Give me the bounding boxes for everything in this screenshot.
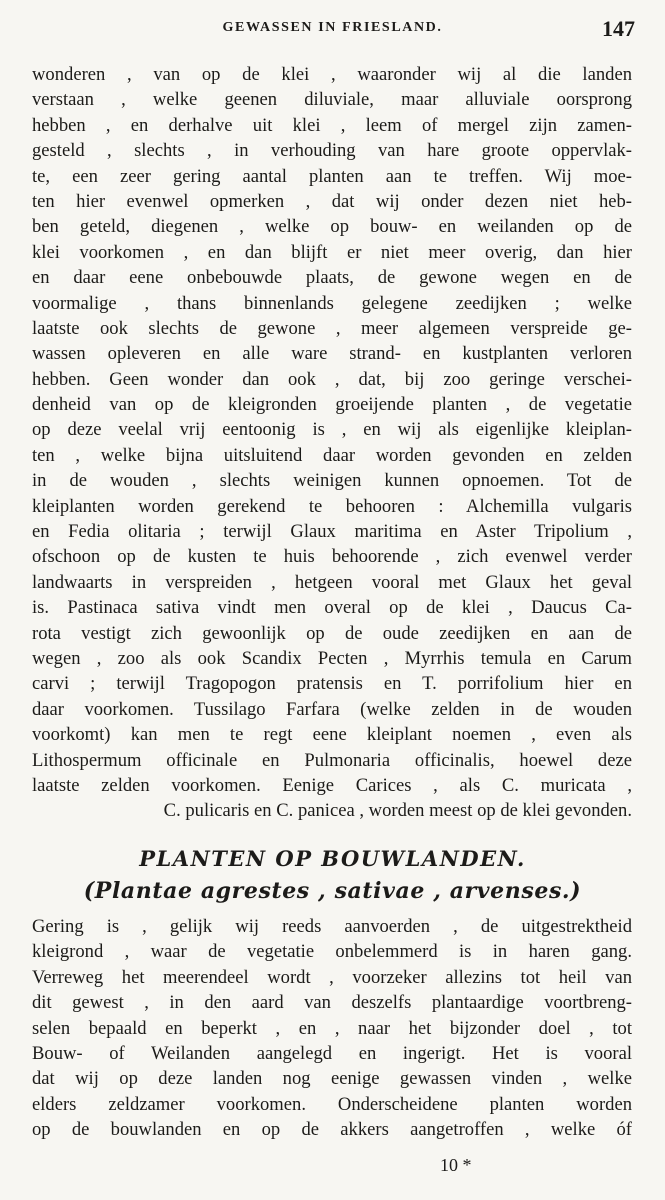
text-line: op deze veelal vrij eentoonig is , en wij als eigenlijke kleiplan- — [32, 419, 632, 441]
text-line: voormalige , thans binnenlands gelegene zeedijken ; welke — [32, 292, 632, 314]
text-line: wassen opleveren en alle ware strand- en kustplanten verloren — [32, 343, 632, 365]
text-line: landwaarts in verspreiden , hetgeen vooral met Glaux het geval — [32, 571, 632, 593]
signature-mark: 10 * — [440, 1155, 472, 1175]
text-line: kleiplanten worden gerekend te behooren : Alchemilla vulgaris — [32, 495, 632, 517]
text-line: carvi ; terwijl Tragopogon pratensis en T. porrifolium hier en — [32, 673, 632, 695]
text-line: Verreweg het meerendeel wordt , voorzeker allezins tot heil van — [32, 966, 632, 988]
paragraph-1 — [32, 62, 632, 824]
text-line: en Fedia olitaria ; terwijl Glaux maritima en Aster Tripolium , — [32, 521, 632, 543]
page-number: 147 — [602, 16, 635, 41]
text-line: C. pulicaris en C. panicea , worden meest op de klei gevonden. — [163, 800, 632, 822]
text-line: wegen , zoo als ook Scandix Pecten , Myrrhis temula en Carum — [32, 647, 632, 669]
text-line: rota vestigt zich gewoonlijk op de oude zeedijken en aan de — [32, 622, 632, 644]
text-line: wonderen , van op de klei , waaronder wij al die landen — [32, 64, 632, 85]
text-line: kleigrond , waar de vegetatie onbelemmerd is in haren gang. — [32, 941, 632, 963]
text-line: dit gewest , in den aard van deszelfs plantaardige voortbreng- — [32, 992, 632, 1014]
text-line: daar voorkomen. Tussilago Farfara (welke zelden in de wouden — [32, 698, 632, 720]
running-head: GEWASSEN IN FRIESLAND. — [222, 20, 443, 35]
text-line: in de wouden , slechts weinigen kunnen opnoemen. Tot de — [32, 470, 632, 492]
text-line: verstaan , welke geenen diluviale, maar alluviale oorsprong — [32, 89, 632, 111]
text-line: elders zeldzamer voorkomen. Onderscheidene planten worden — [32, 1093, 632, 1115]
text-line: ofschoon op de kusten te huis behoorende , zich evenwel verder — [32, 546, 632, 568]
text-line: ben geteld, diegenen , welke op bouw- en weilanden op de — [32, 216, 632, 238]
text-line: laatste zelden voorkomen. Eenige Carices , als C. muricata , — [32, 774, 632, 796]
text-line: Bouw- of Weilanden aangelegd en ingerigt. Het is vooral — [32, 1042, 632, 1064]
text-line: voorkomt) kan men te regt eene kleiplant noemen , even als — [32, 724, 632, 746]
text-line: ten hier evenwel opmerken , dat wij onder dezen niet heb- — [32, 190, 632, 212]
text-line: dat wij op deze landen nog eenige gewassen vinden , welke — [32, 1068, 632, 1090]
text-line: Gering is , gelijk wij reeds aanvoerden , de uitgestrektheid — [32, 916, 632, 937]
text-line: laatste ook slechts de gewone , meer algemeen verspreide ge- — [32, 317, 632, 339]
section-subheading: (Plantae agrestes , sativae , arvenses.) — [83, 878, 582, 904]
text-line: te, een zeer gering aantal planten aan te treffen. Wij moe- — [32, 165, 632, 187]
text-line: ten , welke bijna uitsluitend daar worden gevonden en zelden — [32, 444, 632, 466]
paragraph-2 — [32, 914, 632, 1143]
text-line: gesteld , slechts , in verhouding van hare groote oppervlak- — [32, 140, 632, 162]
text-line: hebben. Geen wonder dan ook , dat, bij zoo geringe verschei- — [32, 368, 632, 390]
text-line: selen bepaald en beperkt , en , naar het bijzonder doel , tot — [32, 1017, 632, 1039]
text-line: is. Pastinaca sativa vindt men overal op de klei , Daucus Ca- — [32, 597, 632, 619]
text-line: Lithospermum officinale en Pulmonaria officinalis, hoewel deze — [32, 749, 632, 771]
text-line: denheid van op de kleigronden groeijende planten , de vegetatie — [32, 394, 632, 416]
text-line: op de bouwlanden en op de akkers aangetroffen , welke óf — [32, 1119, 632, 1141]
text-line: klei voorkomen , en dan blijft er niet meer overig, dan hier — [32, 241, 632, 263]
text-line: hebben , en derhalve uit klei , leem of mergel zijn zamen- — [32, 114, 632, 136]
page-header — [28, 16, 637, 44]
section-heading: PLANTEN OP BOUWLANDEN. — [139, 846, 526, 871]
text-line: en daar eene onbebouwde plaats, de gewone wegen en de — [32, 267, 632, 289]
